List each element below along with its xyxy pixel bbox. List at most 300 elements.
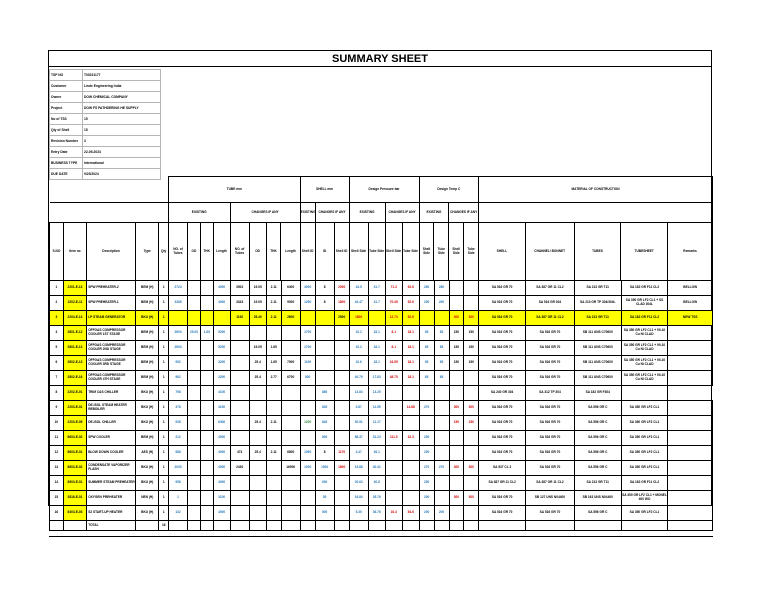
cell-value xyxy=(230,326,249,341)
cell-item-no: 2802-E-13 xyxy=(63,356,86,371)
info-row xyxy=(50,147,161,158)
cell-value: SA 516 GR 70 xyxy=(479,446,526,461)
cell-value: 16.3 xyxy=(385,506,402,521)
cell-value: 4000 xyxy=(213,296,230,311)
cell-value: SA 516 GR 70 xyxy=(526,341,575,356)
cell-value xyxy=(266,386,281,401)
cell-value xyxy=(334,476,349,491)
cell-value: SA 516 GR 70 xyxy=(526,506,575,521)
cell-value: SA 516 GR 70 xyxy=(479,506,526,521)
project-info-table xyxy=(49,69,161,180)
cell-value: 15.88 xyxy=(349,461,368,476)
cell-value: SA 350 GR LF2 CL1 xyxy=(621,401,668,416)
total-cell xyxy=(230,521,249,531)
cell-description: SPW PREHEATER-1 xyxy=(87,296,136,311)
cell-value: 8.1 xyxy=(385,326,402,341)
cell-value: 31.7 xyxy=(368,296,385,311)
column-header-table xyxy=(49,176,713,281)
cell-value: 538 xyxy=(169,416,188,431)
cell-value xyxy=(281,401,300,416)
cell-value xyxy=(402,416,419,431)
cell-value: 32.3 xyxy=(402,431,419,446)
table-row xyxy=(50,311,713,326)
cell-value: 132 xyxy=(169,506,188,521)
cell-value xyxy=(300,506,315,521)
cell-value: SA 387 GR 11 CL2 xyxy=(526,281,575,296)
cell-value: SA 516 GR 70 xyxy=(479,401,526,416)
cell-value: BELLOW xyxy=(668,281,713,296)
col-new-dt-shell-side: Shell Side xyxy=(449,223,464,281)
cell-value: 3.87 xyxy=(349,401,368,416)
cell-value xyxy=(334,356,349,371)
cell-item-no: 2816-E-01 xyxy=(63,491,86,506)
cell-sno: 2 xyxy=(50,296,64,311)
summary-sheet xyxy=(48,50,712,527)
cell-value: 3502 xyxy=(230,281,249,296)
cell-value: 840 xyxy=(315,416,334,431)
cell-value: 300 xyxy=(464,401,479,416)
cell-value: 14.84 xyxy=(349,386,368,401)
cell-value xyxy=(434,491,449,506)
cell-item-no: 2801-E-13 xyxy=(63,341,86,356)
cell-value: 1700 xyxy=(300,326,315,341)
cell-value xyxy=(402,461,419,476)
cell-value xyxy=(188,416,201,431)
col-channel: CHANNEL/ BONNET xyxy=(525,223,574,281)
cell-value xyxy=(402,476,419,491)
cell-value: 16.84 xyxy=(349,491,368,506)
cell-type: BKU (H) xyxy=(136,416,159,431)
col-new-dt-tube-side: Tube Side xyxy=(464,223,479,281)
cell-value xyxy=(300,476,315,491)
cell-value: SA 213 GR T11 xyxy=(574,311,621,326)
cell-value: 13.25 xyxy=(368,386,385,401)
cell-value: 18.1 xyxy=(368,356,385,371)
cell-value xyxy=(334,386,349,401)
cell-value xyxy=(464,476,479,491)
shell-changes-header: CHANGES IF ANY xyxy=(315,203,349,223)
cell-qty: 1 xyxy=(159,371,169,386)
cell-value: SA 182 GR F11 CL2 xyxy=(621,476,668,491)
cell-value: SA 516 GR 70 xyxy=(526,326,575,341)
total-cell xyxy=(349,521,368,531)
cell-type: BKU (H) xyxy=(136,461,159,476)
cell-value xyxy=(188,476,201,491)
header-spacer xyxy=(50,177,169,203)
header-material: MATERIAL OF CONSTRUCTION xyxy=(479,177,713,203)
cell-value xyxy=(200,446,213,461)
total-cell xyxy=(300,521,315,531)
cell-qty: 1 xyxy=(159,461,169,476)
table-row xyxy=(50,356,713,371)
cell-description: LP STEAM GENERATOR xyxy=(87,311,136,326)
cell-sno: 14 xyxy=(50,476,64,491)
cell-item-no: 8903-E-01 xyxy=(63,476,86,491)
cell-value: 300 xyxy=(449,491,464,506)
table-row xyxy=(50,491,713,506)
cell-value xyxy=(266,326,281,341)
cell-value: SA 350 GR LF2 CL1 + 90-10 Cu Ni CLAD xyxy=(621,326,668,341)
info-value: 15 xyxy=(83,125,161,136)
info-value: DOW FS PATHDERING HE SUPPLY xyxy=(83,103,161,114)
total-cell xyxy=(402,521,419,531)
cell-value: SA 387 GR 11 CL2 xyxy=(526,476,575,491)
cell-value: 2000 xyxy=(334,281,349,296)
cell-value: 1500 xyxy=(315,461,334,476)
cell-value: 2500 xyxy=(334,311,349,326)
cell-value: 10.2 xyxy=(349,326,368,341)
table-row xyxy=(50,281,713,296)
info-value: International xyxy=(83,158,161,169)
cell-type: BKU (H) xyxy=(136,506,159,521)
cell-value: 2.11 xyxy=(266,281,281,296)
footer-divider xyxy=(49,536,713,537)
col-new-dp-tube-side: Tube Side xyxy=(402,223,419,281)
tube-existing-header: EXISTING xyxy=(168,203,230,223)
cell-value: 17.83 xyxy=(368,371,385,386)
cell-value: 800 xyxy=(300,371,315,386)
cell-value xyxy=(200,281,213,296)
cell-value: 3200 xyxy=(213,356,230,371)
cell-value: 88.37 xyxy=(349,431,368,446)
cell-value: 5200 xyxy=(213,341,230,356)
cell-value: 300 xyxy=(449,461,464,476)
table-row xyxy=(50,386,713,401)
cell-qty: 1 xyxy=(159,356,169,371)
cell-value xyxy=(188,401,201,416)
cell-item-no: 2801-E-12 xyxy=(63,326,86,341)
cell-value: 4000 xyxy=(213,281,230,296)
cell-value: SA 387 GR 11 CL2 xyxy=(479,476,526,491)
cell-item-no: 2202-E-01 xyxy=(63,386,86,401)
cell-value: 18.1 xyxy=(402,341,419,356)
cell-value: 65 xyxy=(419,371,434,386)
cell-value: SB 127 UNS N04400 xyxy=(526,491,575,506)
cell-value: 25.4 xyxy=(249,356,266,371)
cell-value xyxy=(385,401,402,416)
cell-value: 1.65 xyxy=(266,341,281,356)
cell-value: 52.6 xyxy=(402,296,419,311)
cell-value xyxy=(188,446,201,461)
col-shell: SHELL xyxy=(479,223,526,281)
cell-value: 40.8 xyxy=(368,476,385,491)
cell-value xyxy=(188,341,201,356)
cell-value xyxy=(464,431,479,446)
cell-value: 270 xyxy=(419,401,434,416)
cell-value xyxy=(334,401,349,416)
cell-value xyxy=(188,371,201,386)
cell-value: 588 xyxy=(169,446,188,461)
cell-value xyxy=(188,461,201,476)
cell-value: SA 213 GR T11 xyxy=(574,281,621,296)
cell-value: SA 350 GR LF2 CL1 + 90-10 Cu Ni CLAD xyxy=(621,371,668,386)
cell-value: 44.5 xyxy=(349,281,368,296)
cell-value xyxy=(300,386,315,401)
cell-value xyxy=(621,386,668,401)
cell-value: 798 xyxy=(169,386,188,401)
cell-value xyxy=(385,416,402,431)
temp-changes-header: CHANGES IF ANY xyxy=(449,203,479,223)
cell-value xyxy=(668,416,713,431)
cell-value: 111.5 xyxy=(385,431,402,446)
cell-type: BKU (H) xyxy=(136,401,159,416)
cell-value: 18.1 xyxy=(402,356,419,371)
cell-value: 4100 xyxy=(213,386,230,401)
cell-value: 200 xyxy=(419,446,434,461)
total-cell xyxy=(249,521,266,531)
table-row xyxy=(50,431,713,446)
cell-value: 9000 xyxy=(281,296,300,311)
cell-value: SA 350 GR LF2 CL1 + MONEL 400 WO xyxy=(621,491,668,506)
cell-type: BEM (H) xyxy=(136,326,159,341)
cell-value xyxy=(249,491,266,506)
cell-value xyxy=(249,506,266,521)
cell-value: 1100 xyxy=(300,356,315,371)
cell-value xyxy=(315,356,334,371)
cell-qty: 1 xyxy=(159,326,169,341)
cell-value: 3200 xyxy=(213,371,230,386)
info-label: BUSINESS TYPE xyxy=(50,158,83,169)
cell-value: SA 516 GR 70 xyxy=(479,371,526,386)
cell-value: SA 537 CL 2 xyxy=(479,461,526,476)
info-row xyxy=(50,103,161,114)
cell-value xyxy=(266,461,281,476)
table-row xyxy=(50,296,713,311)
total-cell xyxy=(479,521,526,531)
cell-value xyxy=(315,311,334,326)
cell-value xyxy=(315,326,334,341)
cell-description: DE-ISOL CHILLER xyxy=(87,416,136,431)
cell-value: 962 xyxy=(169,371,188,386)
cell-value xyxy=(334,371,349,386)
cell-value xyxy=(266,476,281,491)
cell-value xyxy=(334,506,349,521)
total-cell xyxy=(281,521,300,531)
cell-value: 300 xyxy=(449,401,464,416)
cell-value: SA 556 GR C xyxy=(574,431,621,446)
cell-value xyxy=(249,401,266,416)
cell-value: SA 516 GR 70 xyxy=(526,431,575,446)
cell-value xyxy=(434,386,449,401)
cell-value: 36.76 xyxy=(368,506,385,521)
total-row xyxy=(50,521,713,531)
cell-qty: 1 xyxy=(159,491,169,506)
cell-value: 3100 xyxy=(213,491,230,506)
cell-description: DE-ISOL STEAM HEATER REBOILER xyxy=(87,401,136,416)
cell-value: SA 516 GR 70 xyxy=(526,416,575,431)
cell-value xyxy=(200,386,213,401)
table-row xyxy=(50,506,713,521)
cell-item-no: 2203-E-01 xyxy=(63,401,86,416)
info-value: 3 xyxy=(83,136,161,147)
cell-description: S2 START-UP HEATER xyxy=(87,506,136,521)
cell-value: 40.79 xyxy=(349,371,368,386)
cell-value xyxy=(449,446,464,461)
cell-type: BKU (H) xyxy=(136,311,159,326)
cell-value: 71.3 xyxy=(385,281,402,296)
cell-description: BLOW DOWN COOLER xyxy=(87,446,136,461)
cell-value xyxy=(200,416,213,431)
cell-value xyxy=(300,491,315,506)
cell-value: SA 556 GR C xyxy=(574,446,621,461)
cell-type: BEM (H) xyxy=(136,371,159,386)
cell-value: 300 xyxy=(464,461,479,476)
cell-value xyxy=(464,446,479,461)
cell-value xyxy=(230,356,249,371)
tube-changes-header: CHANGES IF ANY xyxy=(230,203,300,223)
cell-value: 1200 xyxy=(300,416,315,431)
cell-value: SA 516 GR 70 xyxy=(526,461,575,476)
cell-value: 52.6 xyxy=(402,311,419,326)
cell-sno: 7 xyxy=(50,371,64,386)
cell-value xyxy=(668,326,713,341)
cell-value xyxy=(334,431,349,446)
cell-type: NEN (H) xyxy=(136,491,159,506)
cell-item-no: 8603-E-02 xyxy=(63,461,86,476)
cell-value: 65 xyxy=(434,341,449,356)
cell-value: 150 xyxy=(449,356,464,371)
cell-value: 200 xyxy=(419,506,434,521)
info-row xyxy=(50,158,161,169)
cell-value xyxy=(200,341,213,356)
cell-value: SA 516 GR 304 xyxy=(526,296,575,311)
info-value: 15 xyxy=(83,114,161,125)
cell-value: SA 350 GR LF2 CL1 xyxy=(621,506,668,521)
cell-value: 200 xyxy=(419,491,434,506)
cell-value: 48.75 xyxy=(385,371,402,386)
header-tube-mm: TUBE mm xyxy=(168,177,300,203)
cell-value: 300 xyxy=(464,491,479,506)
header-spacer-2 xyxy=(50,203,169,223)
cell-value xyxy=(230,386,249,401)
cell-value xyxy=(449,296,464,311)
total-cell xyxy=(266,521,281,531)
cell-value xyxy=(281,491,300,506)
cell-type: BKU (H) xyxy=(136,386,159,401)
cell-value: SA 182 GR F11 CL2 xyxy=(621,281,668,296)
cell-value xyxy=(315,371,334,386)
cell-value xyxy=(368,311,385,326)
cell-description: SPW COOLER xyxy=(87,431,136,446)
cell-value: 880 xyxy=(315,386,334,401)
cell-value: SB 111 UNS C70600 xyxy=(574,326,621,341)
cell-value xyxy=(188,311,201,326)
table-row xyxy=(50,401,713,416)
cell-value: 300 xyxy=(449,311,464,326)
cell-value: 2.77 xyxy=(266,371,281,386)
cell-item-no: 2202-E-11 xyxy=(63,296,86,311)
cell-type: BEM (H) xyxy=(136,341,159,356)
cell-value: 4000 xyxy=(213,506,230,521)
cell-description: OFFGAS COMPRESSOR COOLER 4TH STAGE xyxy=(87,371,136,386)
cell-value: 65 xyxy=(434,371,449,386)
cell-value: 18.1 xyxy=(402,326,419,341)
cell-value xyxy=(230,401,249,416)
cell-value: SA 516 GR 70 xyxy=(479,431,526,446)
cell-value: 18.1 xyxy=(368,341,385,356)
cell-value xyxy=(281,506,300,521)
col-description: Description xyxy=(87,223,136,281)
col-new-no-of-tubes: NO. of Tubes xyxy=(230,223,249,281)
cell-value: 1170 xyxy=(334,446,349,461)
cell-value: 70.45 xyxy=(385,296,402,311)
col-sno: S.NO xyxy=(50,223,64,281)
cell-value: 31.7 xyxy=(368,281,385,296)
cell-item-no: 8603-E-01 xyxy=(63,446,86,461)
cell-value: SA 350 GR LF2 CL1 xyxy=(621,416,668,431)
cell-value: 8 xyxy=(315,296,334,311)
cell-value xyxy=(266,506,281,521)
cell-value: 378 xyxy=(169,401,188,416)
cell-value: 25.4 xyxy=(249,371,266,386)
cell-value: 5200 xyxy=(213,326,230,341)
total-cell xyxy=(449,521,464,531)
cell-sno: 15 xyxy=(50,491,64,506)
cell-value xyxy=(464,281,479,296)
header-design-temp: Design Temp C xyxy=(419,177,478,203)
cell-value: SA 312 TP 304 xyxy=(526,386,575,401)
total-cell xyxy=(385,521,402,531)
info-row xyxy=(50,125,161,136)
cell-value: 250 xyxy=(419,476,434,491)
cell-item-no: 2203-E-14 xyxy=(63,311,86,326)
cell-value: 4100 xyxy=(213,401,230,416)
cell-value xyxy=(200,476,213,491)
cell-value: SA 213 GR TP 304/304L xyxy=(574,296,621,311)
cell-value: 1800 xyxy=(334,461,349,476)
col-remarks: Remarks xyxy=(668,223,713,281)
cell-type: BEM (H) xyxy=(136,281,159,296)
table-row xyxy=(50,341,713,356)
cell-value: SA 213 GR T11 xyxy=(574,476,621,491)
table-row xyxy=(50,416,713,431)
cell-value: 1050 xyxy=(300,446,315,461)
info-row xyxy=(50,114,161,125)
cell-item-no: 8603-E-02 xyxy=(63,431,86,446)
cell-value: 50 xyxy=(315,491,334,506)
cell-value: 65 xyxy=(419,341,434,356)
cell-qty: 1 xyxy=(159,296,169,311)
total-cell xyxy=(136,521,159,531)
total-cell xyxy=(200,521,213,531)
cell-value: 150 xyxy=(464,341,479,356)
cell-value: SA 516 GR 70 xyxy=(526,356,575,371)
total-cell xyxy=(63,521,86,531)
total-cell xyxy=(169,521,188,531)
cell-value: 8.1 xyxy=(385,341,402,356)
cell-value: 1.65 xyxy=(266,356,281,371)
cell-value: SA 182 GR F11 CL2 xyxy=(621,311,668,326)
cell-sno: 4 xyxy=(50,326,64,341)
cell-type: BEM (H) xyxy=(136,356,159,371)
cell-value xyxy=(249,461,266,476)
cell-value: 2694 xyxy=(169,326,188,341)
cell-value: SA 516 GR 70 xyxy=(479,416,526,431)
cell-value xyxy=(449,431,464,446)
cell-item-no: 2203-E-05 xyxy=(63,416,86,431)
cell-value xyxy=(434,416,449,431)
cell-value: 6300 xyxy=(213,416,230,431)
col-new-shell-id: Shell ID xyxy=(334,223,349,281)
total-cell xyxy=(50,521,64,531)
cell-value xyxy=(434,431,449,446)
cell-qty: 1 xyxy=(159,311,169,326)
cell-value xyxy=(188,296,201,311)
cell-value xyxy=(200,311,213,326)
cell-value: 40.41 xyxy=(368,461,385,476)
cell-value xyxy=(464,386,479,401)
cell-value: 2.11 xyxy=(266,416,281,431)
